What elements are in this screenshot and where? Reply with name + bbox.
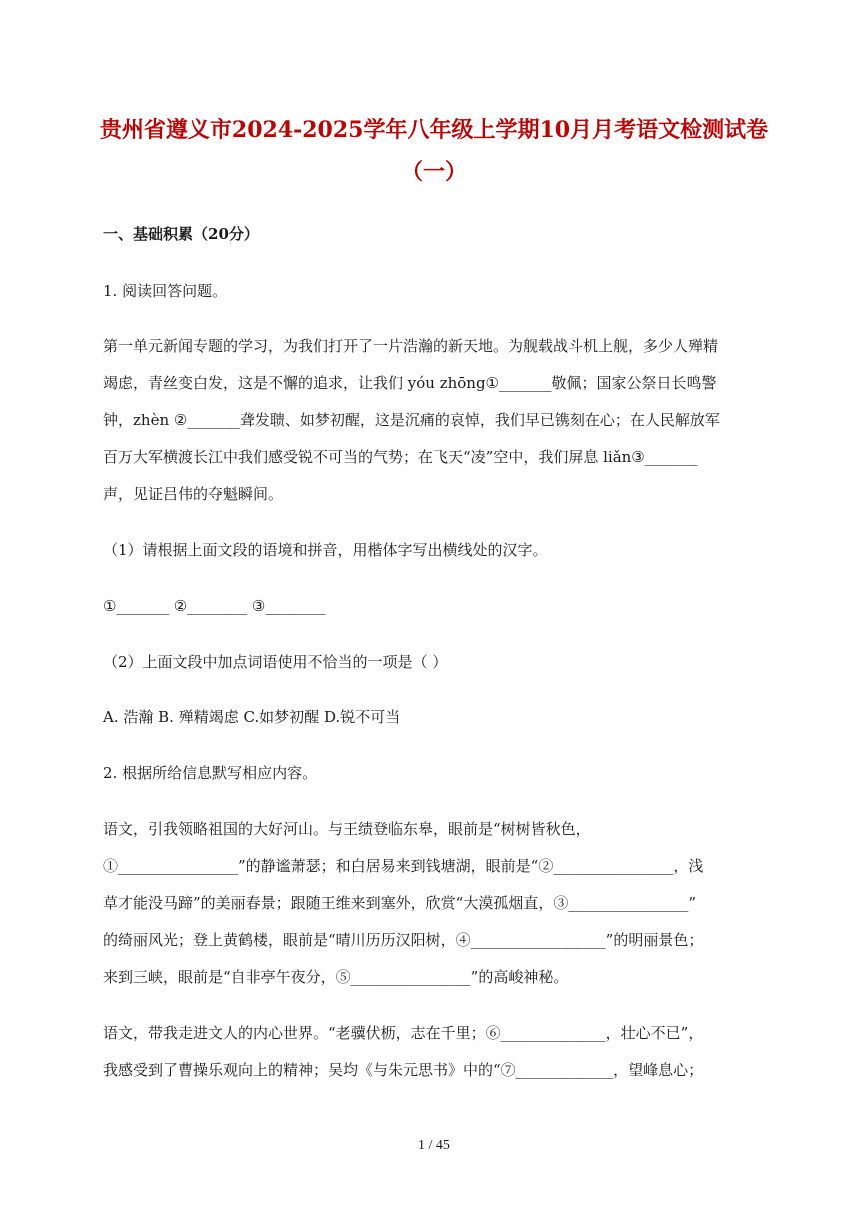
q2-para1-line: ①________________”的静谧萧瑟；和白居易来到钱塘湖，眼前是“②________________，浅 bbox=[103, 857, 704, 875]
q1-sub2-options: A. 浩瀚 B. 殚精竭虑 C.如梦初醒 D.锐不可当 bbox=[103, 708, 401, 726]
question-2-stem: 2. 根据所给信息默写相应内容。 bbox=[103, 764, 318, 782]
q1-sub2-prompt: （2）上面文段中加点词语使用不恰当的一项是（ ） bbox=[103, 653, 448, 671]
q2-para1-line: 来到三峡，眼前是“自非亭午夜分，⑤________________”的高峻神秘。 bbox=[103, 968, 569, 986]
doc-title-line2: （一） bbox=[400, 159, 467, 185]
q2-para1-line: 草才能没马蹄”的美丽春景；跟随王维来到塞外，欣赏“大漠孤烟直，③________________” bbox=[103, 894, 697, 912]
q2-para2-line: 语文，带我走进文人的内心世界。“老骥伏枥，志在千里；⑥______________，壮心不已”， bbox=[103, 1024, 704, 1042]
q2-para1-line: 的绮丽风光；登上黄鹤楼，眼前是“晴川历历汉阳树，④__________________”的明丽景色； bbox=[103, 931, 704, 949]
question-1-stem: 1. 阅读回答问题。 bbox=[103, 282, 228, 300]
q1-passage-line: 第一单元新闻专题的学习，为我们打开了一片浩瀚的新天地。为舰载战斗机上舰，多少人殚精 bbox=[103, 337, 719, 355]
section-heading: 一、基础积累（20分） bbox=[103, 225, 259, 243]
doc-title-line1: 贵州省遵义市2024-2025学年八年级上学期10月月考语文检测试卷 bbox=[99, 117, 769, 143]
q1-passage-line: 百万大军横渡长江中我们感受锐不可当的气势；在飞天“凌”空中，我们屏息 liǎn③_______ bbox=[103, 448, 698, 466]
q1-passage-line: 声，见证吕伟的夺魁瞬间。 bbox=[103, 485, 284, 503]
q2-para1-line: 语文，引我领略祖国的大好河山。与王绩登临东皋，眼前是“树树皆秋色， bbox=[103, 820, 591, 838]
q2-para2-line: 我感受到了曹操乐观向上的精神；吴均《与朱元思书》中的“⑦_____________，望峰息心； bbox=[103, 1061, 704, 1079]
q1-sub1-prompt: （1）请根据上面文段的语境和拼音，用楷体字写出横线处的汉字。 bbox=[103, 541, 548, 559]
q1-passage-line: 钟，zhèn ②_______聋发聩、如梦初醒，这是沉痛的哀悼，我们早已镌刻在心；在人民解放军 bbox=[103, 411, 720, 429]
q1-passage-line: 竭虑，青丝变白发，这是不懈的追求，让我们 yóu zhōng①_______敬佩；国家公祭日长鸣警 bbox=[103, 374, 717, 392]
page-number: 1 / 45 bbox=[418, 1138, 450, 1153]
q1-sub1-blanks: ①_______ ②________ ③________ bbox=[103, 597, 326, 615]
